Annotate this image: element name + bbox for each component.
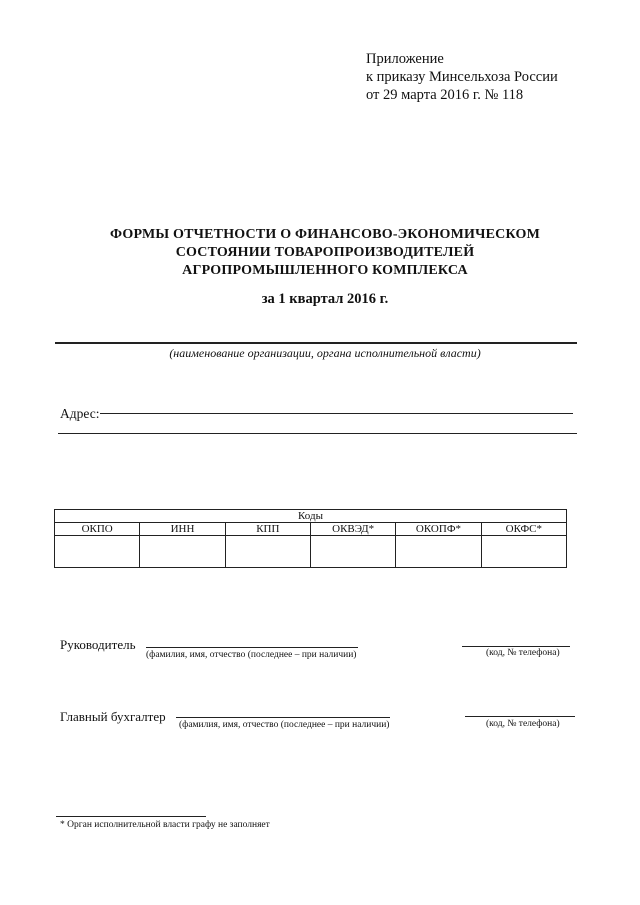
head-name-line[interactable] (146, 647, 358, 648)
reporting-period: за 1 квартал 2016 г. (261, 291, 389, 307)
head-phone-caption: (код, № телефона) (486, 648, 560, 658)
title-line-3: АГРОПРОМЫШЛЕННОГО КОМПЛЕКСА (182, 263, 468, 278)
head-label: Руководитель (60, 637, 136, 652)
address-line-2[interactable] (58, 433, 577, 434)
code-value-okopf[interactable] (396, 536, 481, 568)
annex-header (366, 50, 558, 104)
annex-line-2: к приказу Минсельхоза России (366, 69, 558, 85)
head-name-caption: (фамилия, имя, отчество (последнее – при наличии) (146, 650, 357, 660)
organization-caption: (наименование организации, органа исполнительной власти) (169, 346, 481, 360)
title-line-1: ФОРМЫ ОТЧЕТНОСТИ О ФИНАНСОВО-ЭКОНОМИЧЕСКОМ (110, 227, 540, 242)
address-label: Адрес: (60, 406, 100, 421)
accountant-label: Главный бухгалтер (60, 709, 166, 724)
code-header-kpp: КПП (225, 523, 310, 536)
footnote-separator (56, 816, 206, 817)
organization-name-line[interactable] (55, 342, 577, 344)
code-value-okfs[interactable] (481, 536, 566, 568)
code-header-okfs: ОКФС* (481, 523, 566, 536)
code-header-okved: ОКВЭД* (310, 523, 395, 536)
document-title (60, 226, 590, 280)
address-line-1[interactable] (100, 413, 573, 414)
code-header-okopf: ОКОПФ* (396, 523, 481, 536)
annex-line-1: Приложение (366, 51, 444, 67)
accountant-phone-caption: (код, № телефона) (486, 719, 560, 729)
accountant-phone-line[interactable] (465, 716, 575, 717)
code-value-kpp[interactable] (225, 536, 310, 568)
accountant-name-caption: (фамилия, имя, отчество (последнее – при наличии) (179, 720, 390, 730)
codes-caption: Коды (55, 510, 567, 523)
head-phone-line[interactable] (462, 646, 570, 647)
code-value-okpo[interactable] (55, 536, 140, 568)
title-line-2: СОСТОЯНИИ ТОВАРОПРОИЗВОДИТЕЛЕЙ (175, 245, 475, 260)
footnote: * Орган исполнительной власти графу не заполняет (60, 820, 270, 830)
code-value-inn[interactable] (140, 536, 225, 568)
code-value-okved[interactable] (310, 536, 395, 568)
codes-table (54, 509, 567, 568)
annex-line-3: от 29 марта 2016 г. № 118 (366, 87, 524, 103)
code-header-okpo: ОКПО (55, 523, 140, 536)
code-header-inn: ИНН (140, 523, 225, 536)
accountant-name-line[interactable] (176, 717, 390, 718)
